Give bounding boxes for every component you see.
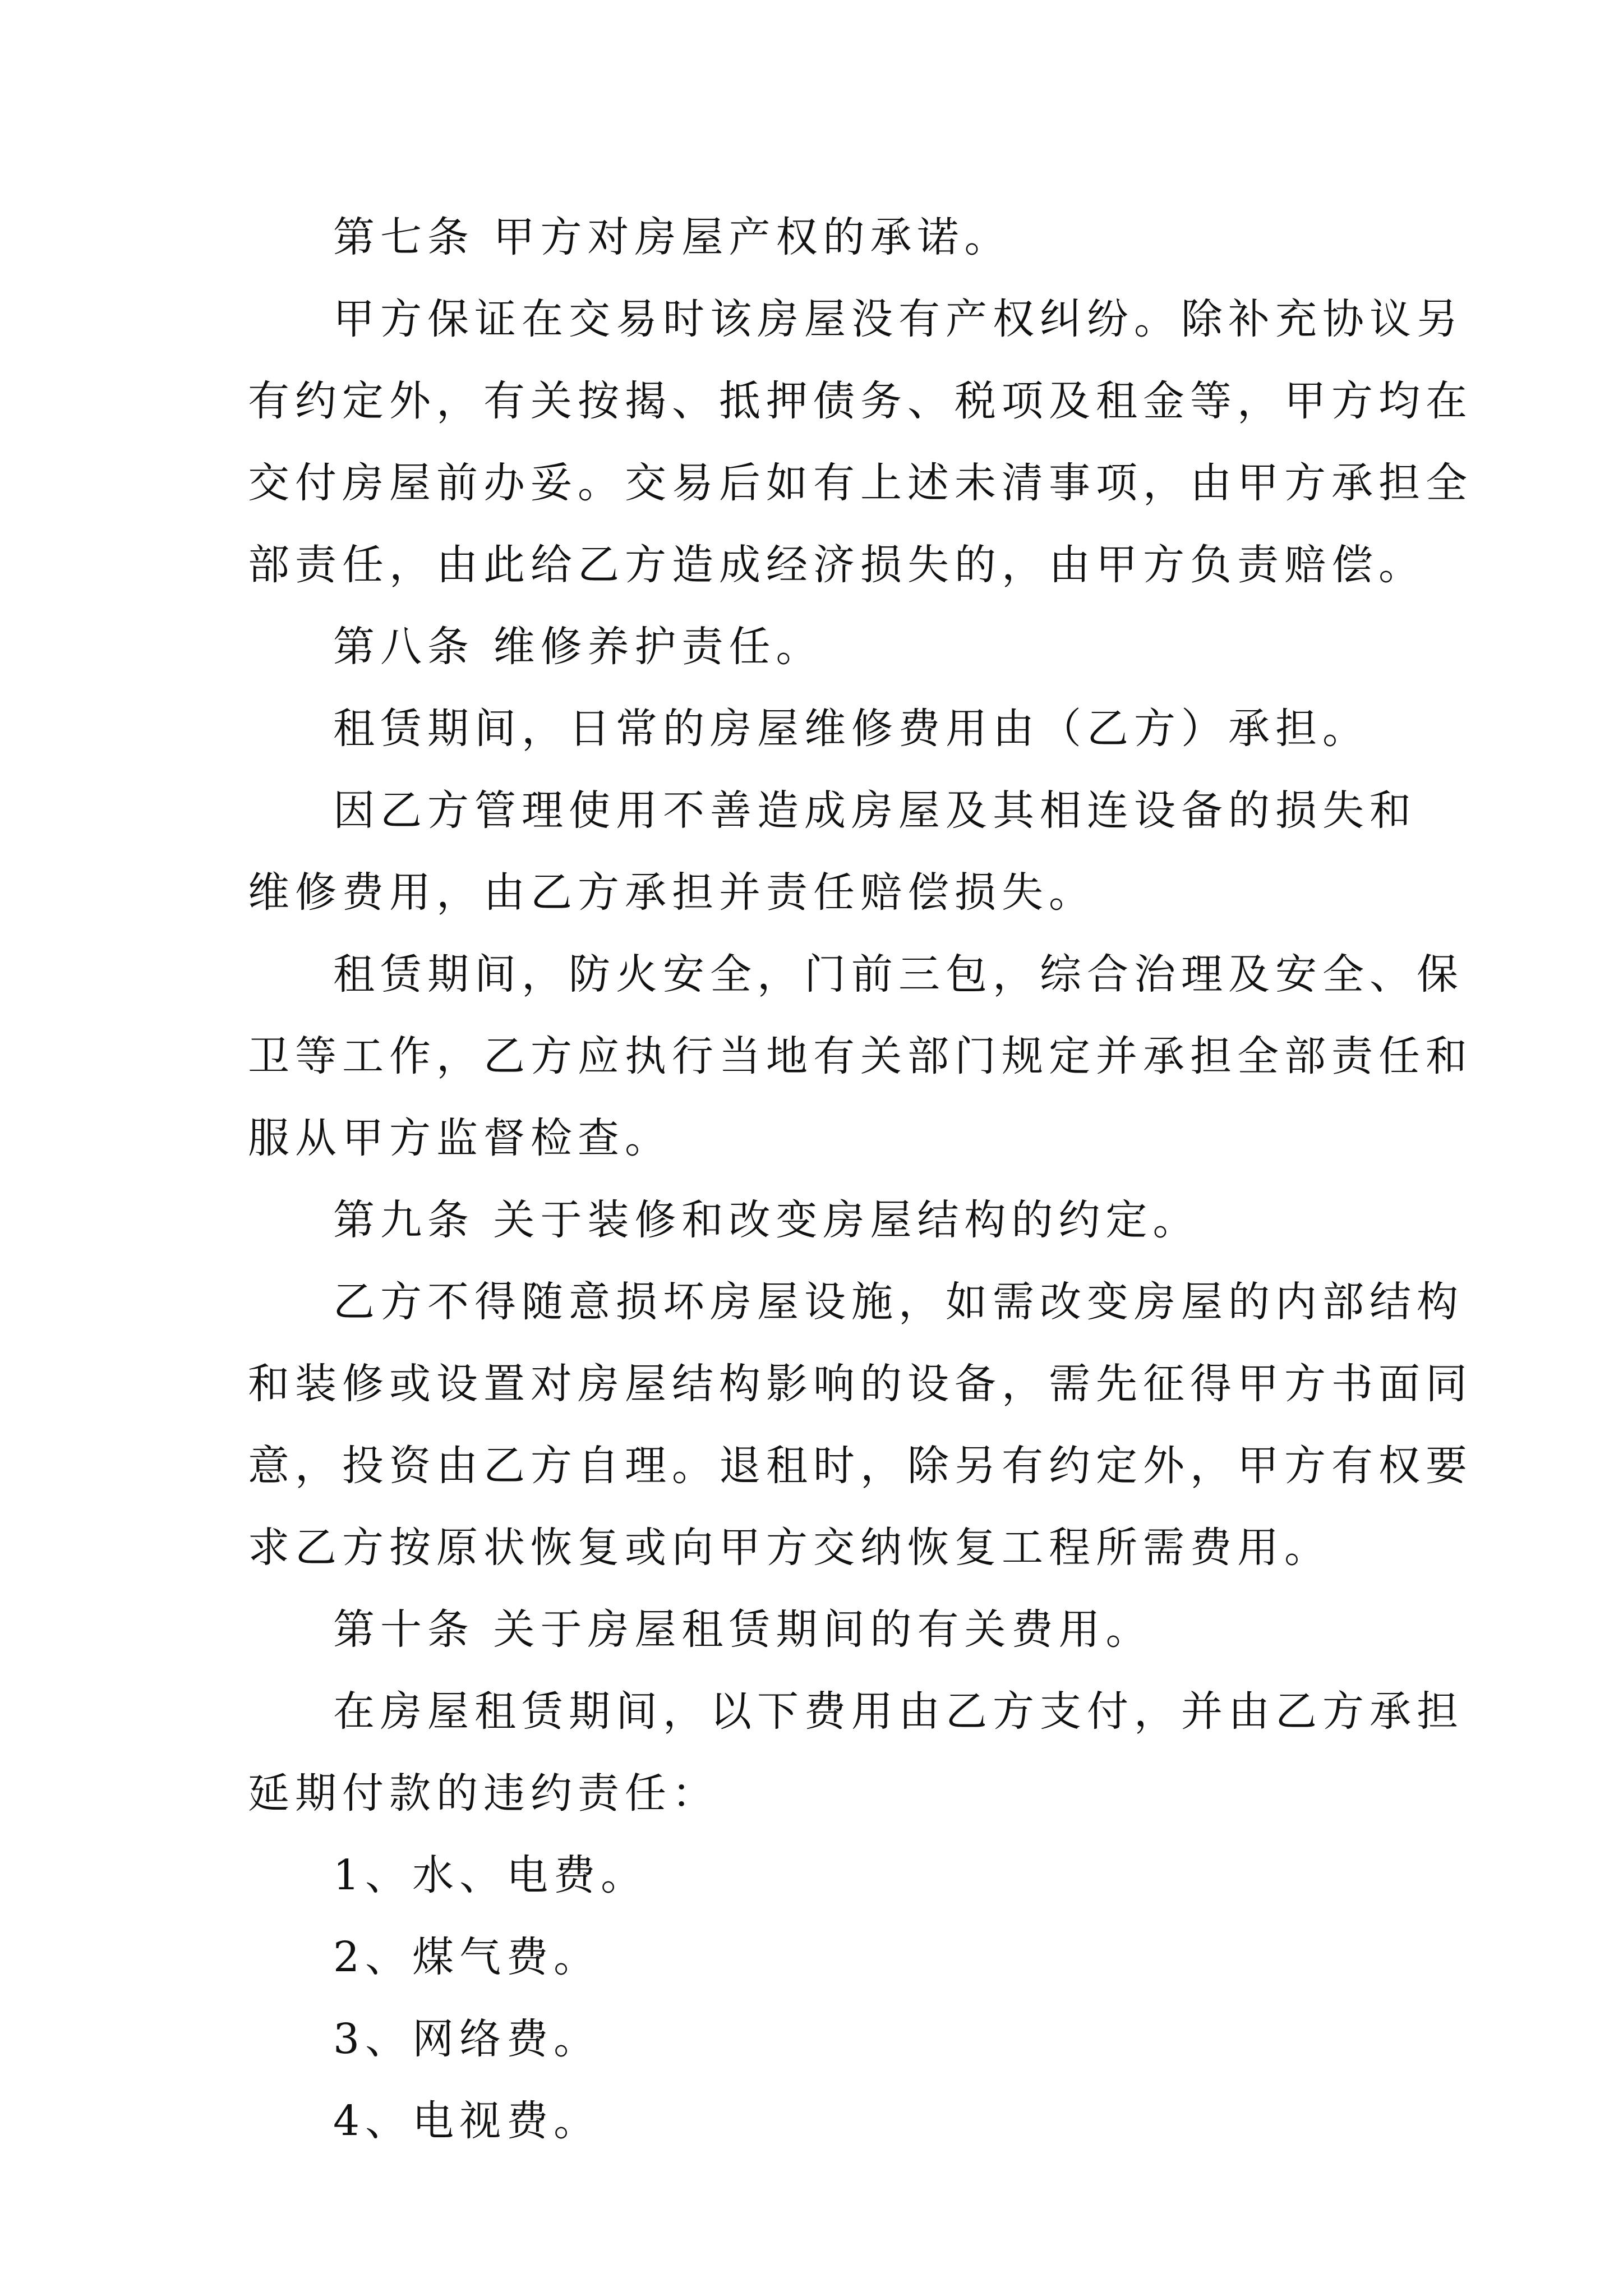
paragraph-line: 卫等工作，乙方应执行当地有关部门规定并承担全部责任和 <box>248 1032 1473 1080</box>
article-7-heading: 第七条 甲方对房屋产权的承诺。 <box>333 213 1012 261</box>
paragraph-line: 在房屋租赁期间，以下费用由乙方支付，并由乙方承担 <box>333 1687 1464 1736</box>
article-10-heading: 第十条 关于房屋租赁期间的有关费用。 <box>333 1605 1153 1654</box>
paragraph-line: 部责任，由此给乙方造成经济损失的，由甲方负责赔偿。 <box>248 541 1426 589</box>
paragraph-line: 延期付款的违约责任： <box>248 1769 719 1818</box>
paragraph-line: 甲方保证在交易时该房屋没有产权纠纷。除补充协议另 <box>333 295 1464 343</box>
list-item: 3、网络费。 <box>333 2015 601 2063</box>
paragraph-line: 求乙方按原状恢复或向甲方交纳恢复工程所需费用。 <box>248 1524 1331 1572</box>
list-item: 1、水、电费。 <box>333 1851 648 1899</box>
document-body <box>248 196 1473 2162</box>
list-item: 4、电视费。 <box>333 2097 601 2145</box>
paragraph-line: 因乙方管理使用不善造成房屋及其相连设备的损失和 <box>333 786 1417 835</box>
paragraph-line: 租赁期间，防火安全，门前三包，综合治理及安全、保 <box>333 950 1464 999</box>
paragraph-line: 乙方不得随意损坏房屋设施，如需改变房屋的内部结构 <box>333 1278 1464 1326</box>
list-item: 2、煤气费。 <box>333 1933 601 1981</box>
article-8-heading: 第八条 维修养护责任。 <box>333 623 823 671</box>
paragraph-line: 交付房屋前办妥。交易后如有上述未清事项，由甲方承担全 <box>248 459 1473 507</box>
article-9-heading: 第九条 关于装修和改变房屋结构的约定。 <box>333 1196 1200 1244</box>
paragraph-line: 和装修或设置对房屋结构影响的设备，需先征得甲方书面同 <box>248 1360 1473 1408</box>
paragraph-line: 租赁期间，日常的房屋维修费用由（乙方）承担。 <box>333 705 1370 753</box>
paragraph-line: 意，投资由乙方自理。退租时，除另有约定外，甲方有权要 <box>248 1442 1473 1490</box>
paragraph-line: 有约定外，有关按揭、抵押债务、税项及租金等，甲方均在 <box>248 377 1473 425</box>
paragraph-line: 服从甲方监督检查。 <box>248 1114 672 1162</box>
paragraph-line: 维修费用，由乙方承担并责任赔偿损失。 <box>248 868 1096 917</box>
